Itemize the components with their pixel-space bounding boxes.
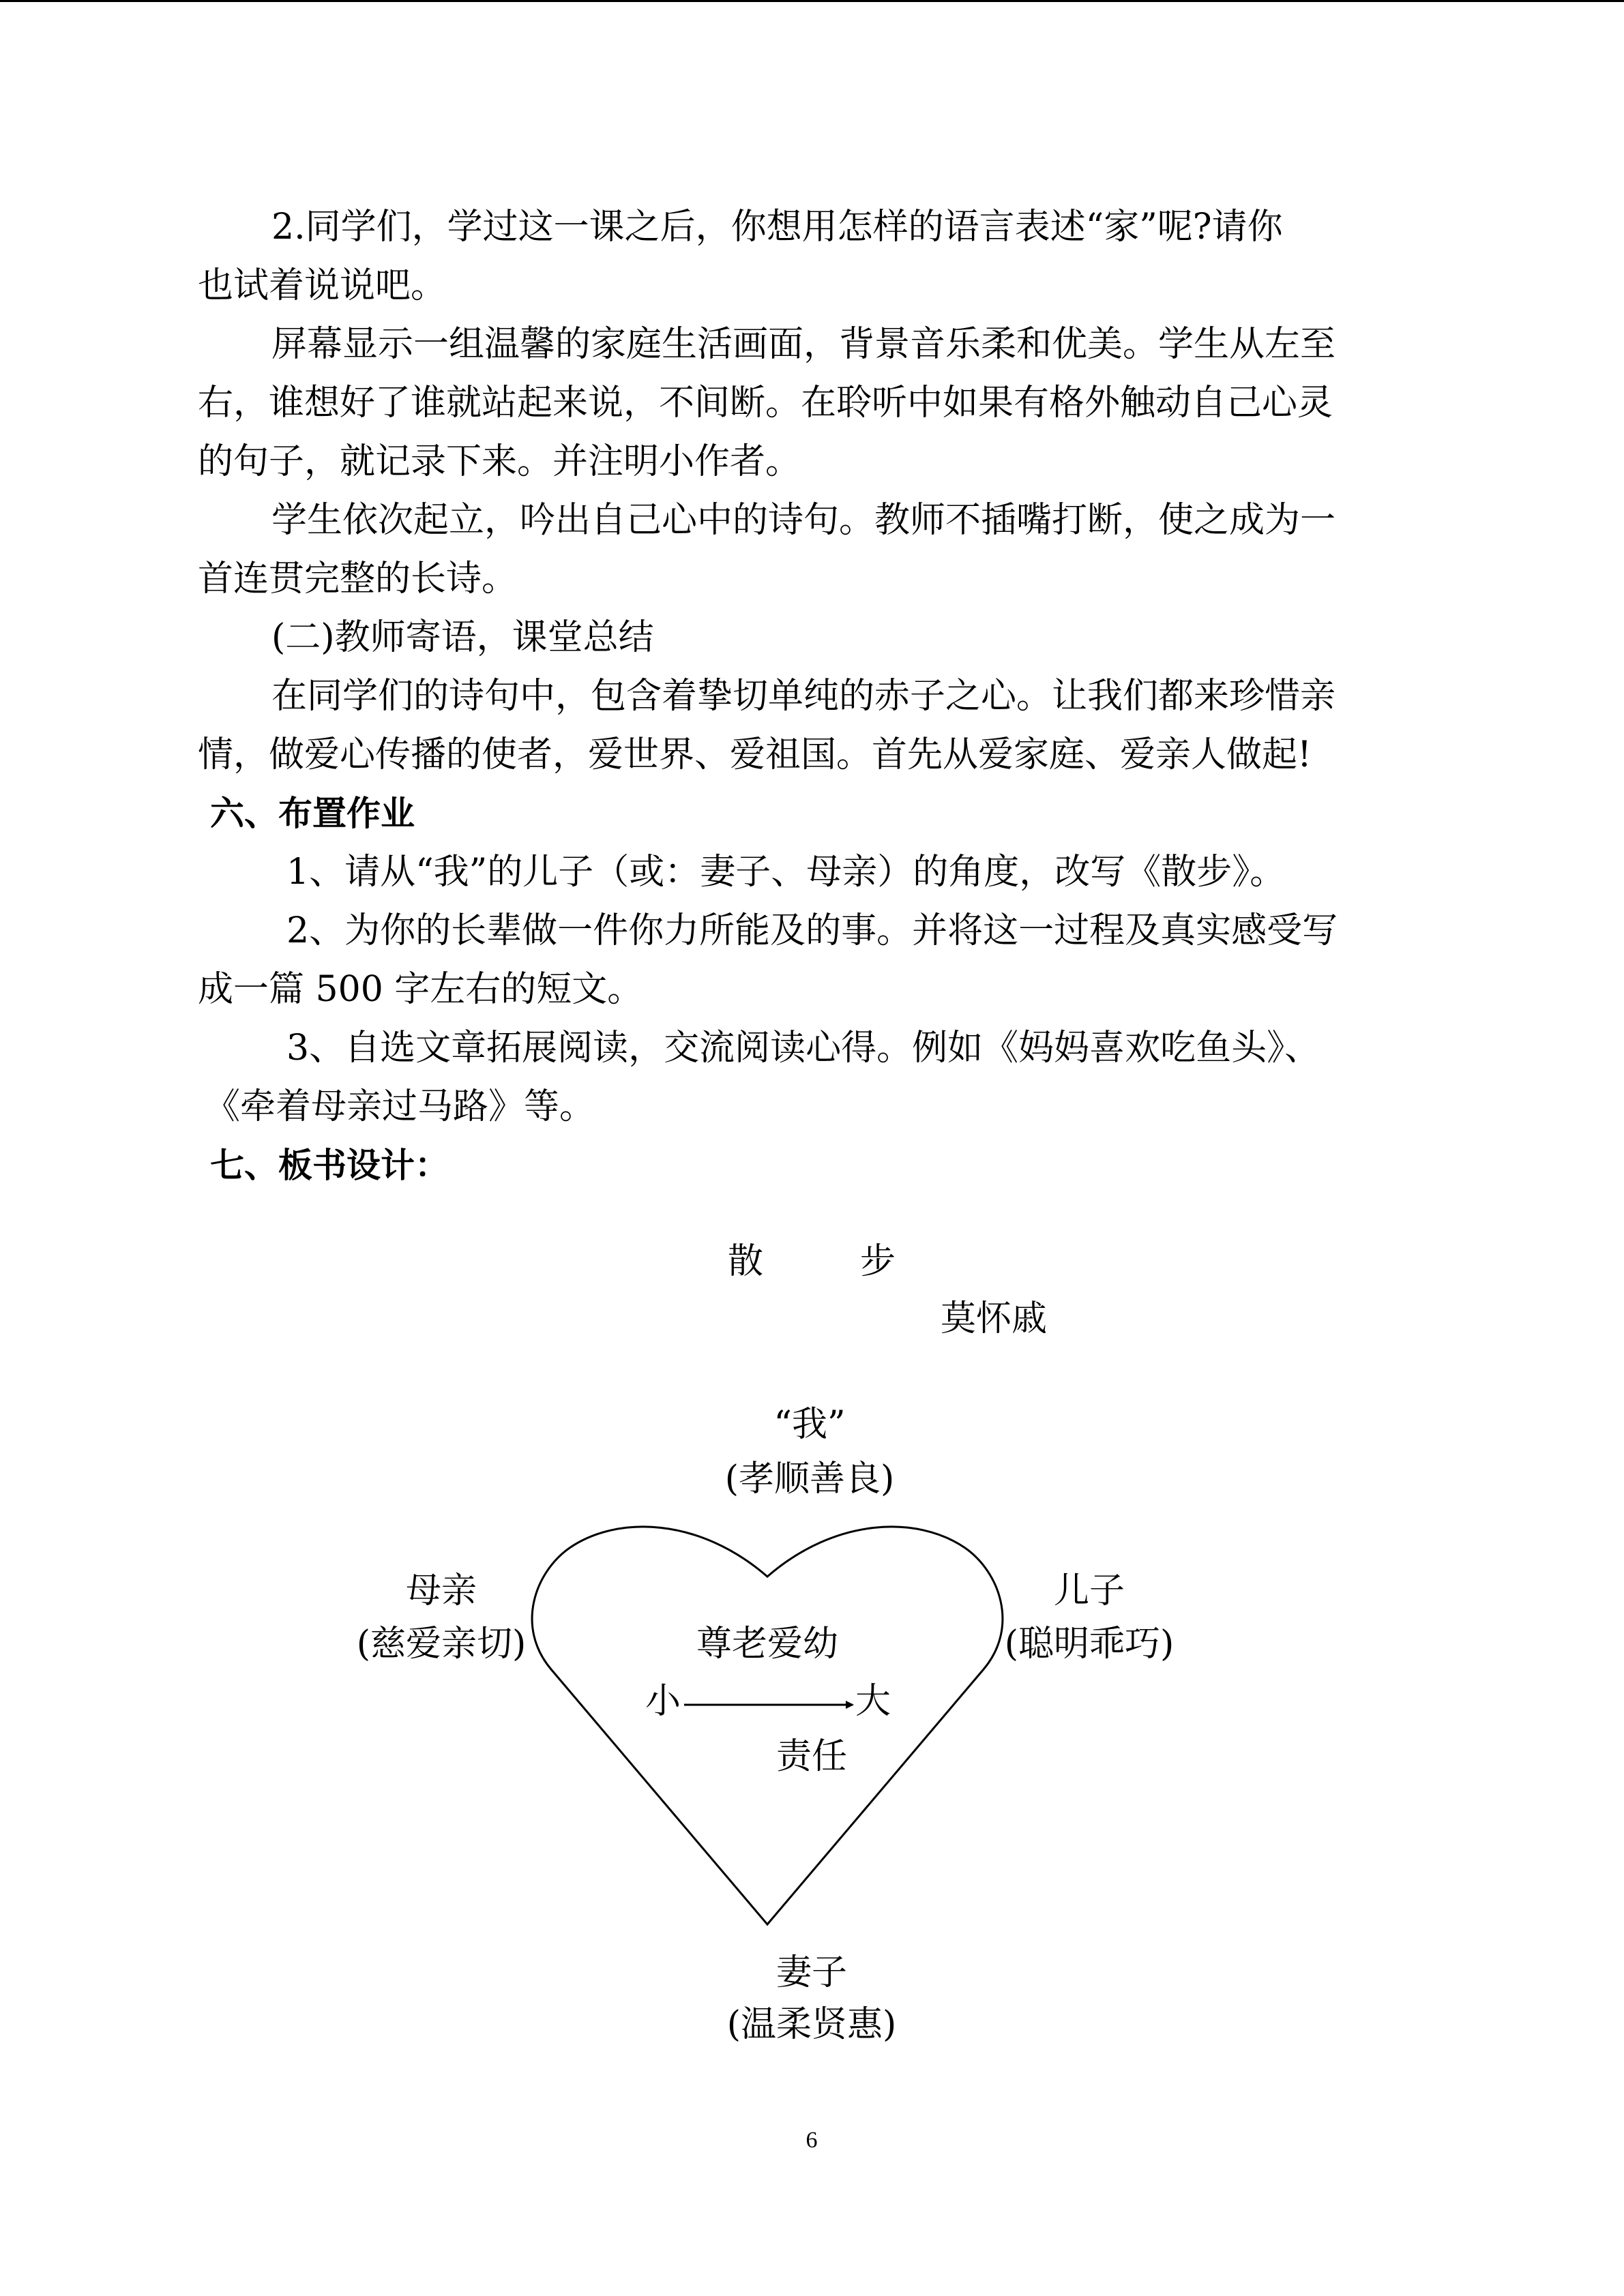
arrow-start-label: 小 <box>645 1681 681 1722</box>
right-node-name: 儿子 <box>1053 1570 1125 1611</box>
left-node-name: 母亲 <box>405 1570 477 1611</box>
paragraph-line: 学生依次起立，吟出自己心中的诗句。教师不插嘴打断，使之成为一 <box>271 500 1336 541</box>
section-subheading: (二)教师寄语，课堂总结 <box>271 617 654 658</box>
paragraph-line: 2.同学们，学过这一课之后，你想用怎样的语言表述“家”呢?请你 <box>271 207 1283 248</box>
left-node-trait: (慈爱亲切) <box>356 1624 527 1665</box>
page-number: 6 <box>806 2128 818 2153</box>
homework-item-continued: 成一篇 500 字左右的短文。 <box>198 969 643 1010</box>
homework-item-continued: 《牵着母亲过马路》等。 <box>205 1086 595 1127</box>
top-node-trait: (孝顺善良) <box>724 1459 895 1500</box>
top-node-name: “我” <box>773 1404 846 1445</box>
arrow-end-label: 大 <box>855 1681 891 1722</box>
paragraph-line: 右，谁想好了谁就站起来说，不间断。在聆听中如果有格外触动自己心灵 <box>198 383 1333 423</box>
center-theme: 尊老爱幼 <box>696 1624 839 1665</box>
bottom-node-name: 妻子 <box>776 1952 848 1993</box>
paragraph-line: 屏幕显示一组温馨的家庭生活画面，背景音乐柔和优美。学生从左至 <box>271 324 1336 365</box>
right-node-trait: (聪明乖巧) <box>1004 1624 1175 1665</box>
board-title-left: 散 <box>727 1241 764 1282</box>
board-author: 莫怀戚 <box>940 1298 1048 1339</box>
board-title-right: 步 <box>859 1241 896 1282</box>
paragraph-line: 也试着说说吧。 <box>198 265 447 306</box>
paragraph-line: 的句子，就记录下来。并注明小作者。 <box>198 441 801 482</box>
center-responsibility: 责任 <box>776 1736 848 1777</box>
paragraph-line: 在同学们的诗句中，包含着挚切单纯的赤子之心。让我们都来珍惜亲 <box>271 676 1336 717</box>
homework-item: 2、为你的长辈做一件你力所能及的事。并将这一过程及真实感受写 <box>286 910 1338 951</box>
homework-heading: 六、布置作业 <box>210 794 415 833</box>
homework-item: 1、请从“我”的儿子（或：妻子、母亲）的角度，改写《散步》。 <box>286 852 1286 893</box>
heart-outline <box>532 1527 1003 1924</box>
paragraph-line: 情，做爱心传播的使者，爱世界、爱祖国。首先从爱家庭、爱亲人做起! <box>198 734 1312 775</box>
board-design-heading: 七、板书设计： <box>210 1146 449 1185</box>
bottom-node-trait: (温柔贤惠) <box>726 2004 897 2045</box>
paragraph-line: 首连贯完整的长诗。 <box>198 558 518 599</box>
homework-item: 3、自选文章拓展阅读，交流阅读心得。例如《妈妈喜欢吃鱼头》、 <box>286 1028 1320 1069</box>
